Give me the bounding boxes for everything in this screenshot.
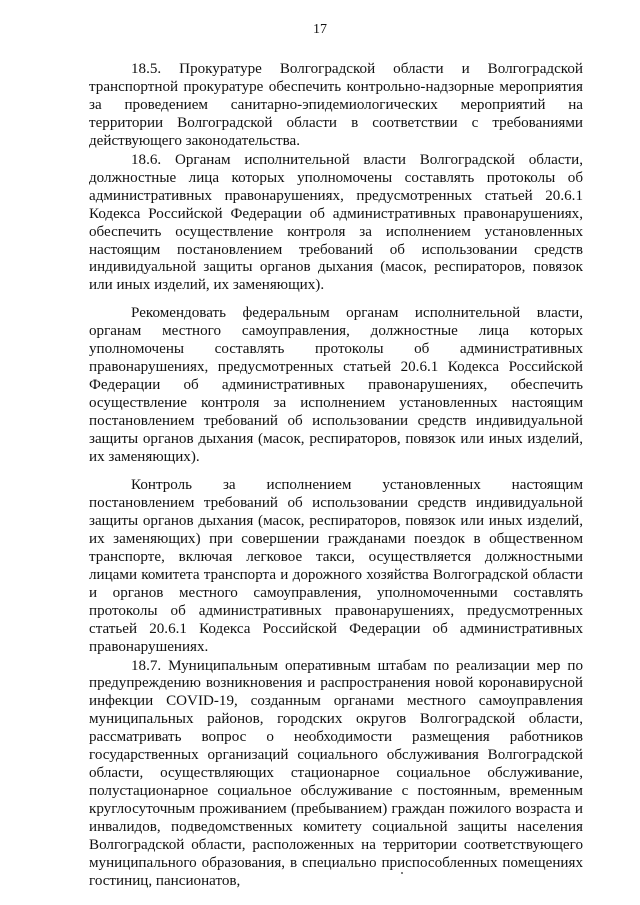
document-body xyxy=(89,61,583,891)
page-number: 17 xyxy=(313,22,327,37)
scan-speck xyxy=(401,872,403,874)
paragraph-18-5: 18.5. Прокуратуре Волгоградской области и Волгоградской транспортной прокуратуре обеспечить контрольно-надзорные мероприятия за проведением санитарно-эпидемиологических мероприятий на территории Волгоградской области в соответствии с требованиями действующего законодательства. xyxy=(89,61,583,149)
paragraph-18-7: 18.7. Муниципальным оперативным штабам по реализации мер по предупреждению возникновения и распространения новой коронавирусной инфекции COVID-19, созданным органами местного самоуправления муниципальных районов, городских округов Волгоградской области, рассматривать вопрос о необходимости размещения работников государственных организаций социального обслуживания Волгоградской области, осуществляющих стационарное социальное обслуживание, полустационарное социальное обслуживание с постоянным, временным круглосуточным проживанием (пребыванием) граждан пожилого возраста и инвалидов, подведомственных комитету социальной защиты населения Волгоградской области, расположенных на территории соответствующего муниципального образования, в специально приспособленных помещениях гостиниц, пансионатов, xyxy=(89,657,583,889)
paragraph-control: Контроль за исполнением установленных настоящим постановлением требований об использовании средств индивидуальной защиты органов дыхания (масок, респираторов, повязок или иных изделий, их заменяющих) при совершении гражданами поездок в общественном транспорте, включая легковое такси, осуществляется должностными лицами комитета транспорта и дорожного хозяйства Волгоградской области и органов местного самоуправления, уполномоченными составлять протоколы об административных правонарушениях, предусмотренных статьей 20.6.1 Кодекса Российской Федерации об административных правонарушениях. xyxy=(89,476,583,655)
paragraph-18-6: 18.6. Органам исполнительной власти Волгоградской области, должностные лица которых уполномочены составлять протоколы об административных правонарушениях, предусмотренных статьей 20.6.1 Кодекса Российской Федерации об административных правонарушениях, обеспечить осуществление контроля за исполнением установленных настоящим постановлением требований об использовании средств индивидуальной защиты органов дыхания (масок, респираторов, повязок или иных изделий, их заменяющих). xyxy=(89,151,583,294)
paragraph-recommendation: Рекомендовать федеральным органам исполнительной власти, органам местного самоуправления, должностные лица которых уполномочены составлять протоколы об административных правонарушениях, предусмотренных статьей 20.6.1 Кодекса Российской Федерации об административных правонарушениях, обеспечить осуществление контроля за исполнением установленных настоящим постановлением требований об использовании средств индивидуальной защиты органов дыхания (масок, респираторов, повязок или иных изделий, их заменяющих). xyxy=(89,305,583,466)
